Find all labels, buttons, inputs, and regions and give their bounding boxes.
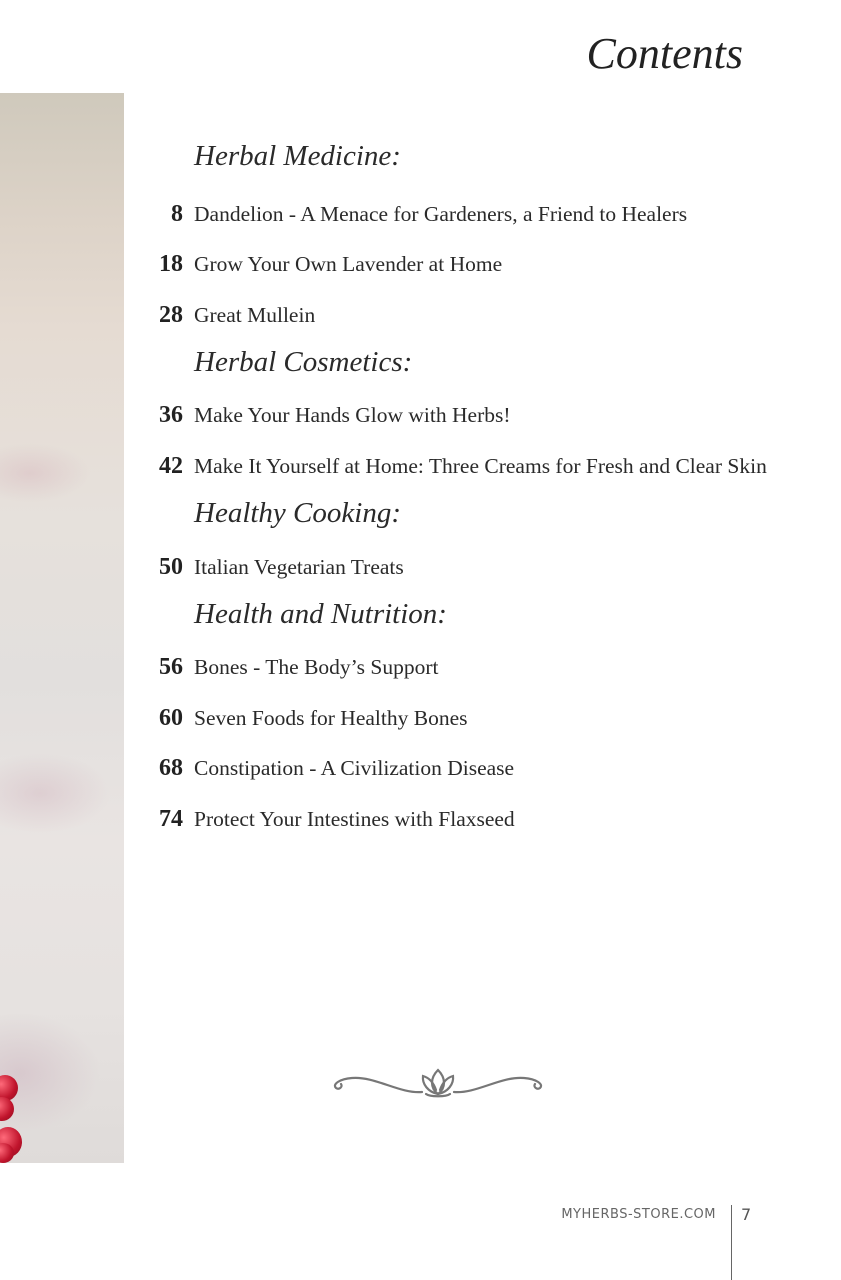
toc-page-number: 50 [159,554,183,580]
red-berry [0,1097,14,1121]
toc-entry-title: Great Mullein [194,303,316,327]
toc-entry[interactable] [0,402,841,432]
toc-page-number: 8 [171,201,183,227]
toc-entry[interactable] [0,201,841,231]
toc-entry[interactable] [0,755,841,785]
section-heading: Health and Nutrition: [194,598,447,630]
toc-entry[interactable] [0,302,841,332]
toc-entry[interactable] [0,654,841,684]
lotus-flourish-icon [330,1066,546,1102]
toc-page-number: 74 [159,806,183,832]
toc-entry[interactable] [0,806,841,836]
toc-entry-title: Make It Yourself at Home: Three Creams for Fresh and Clear Skin [194,454,767,478]
page-title: Contents [586,29,743,78]
toc-page-number: 42 [159,453,183,479]
toc-entry[interactable] [0,554,841,584]
toc-entry[interactable] [0,705,841,735]
toc-entry[interactable] [0,251,841,281]
toc-page-number: 60 [159,705,183,731]
toc-page-number: 68 [159,755,183,781]
toc-entry-title: Make Your Hands Glow with Herbs! [194,403,511,427]
toc-entry-title: Constipation - A Civilization Disease [194,756,515,780]
toc-page-number: 18 [159,251,183,277]
toc-entry-title: Italian Vegetarian Treats [194,555,404,579]
section-heading: Healthy Cooking: [194,497,401,529]
toc-entry-title: Seven Foods for Healthy Bones [194,706,468,730]
toc-entry-title: Bones - The Body’s Support [194,655,439,679]
toc-entry-title: Dandelion - A Menace for Gardeners, a Friend to Healers [194,202,688,226]
footer-page-number: 7 [741,1205,752,1224]
footer-divider [731,1205,732,1280]
toc-entry-title: Protect Your Intestines with Flaxseed [194,807,515,831]
toc-page-number: 36 [159,402,183,428]
toc-page-number: 56 [159,654,183,680]
section-heading: Herbal Cosmetics: [194,346,413,378]
toc-entry[interactable] [0,453,841,483]
toc-page-number: 28 [159,302,183,328]
footer-website: MYHERBS-STORE.COM [561,1207,716,1222]
toc-entry-title: Grow Your Own Lavender at Home [194,252,503,276]
section-heading: Herbal Medicine: [194,140,401,172]
